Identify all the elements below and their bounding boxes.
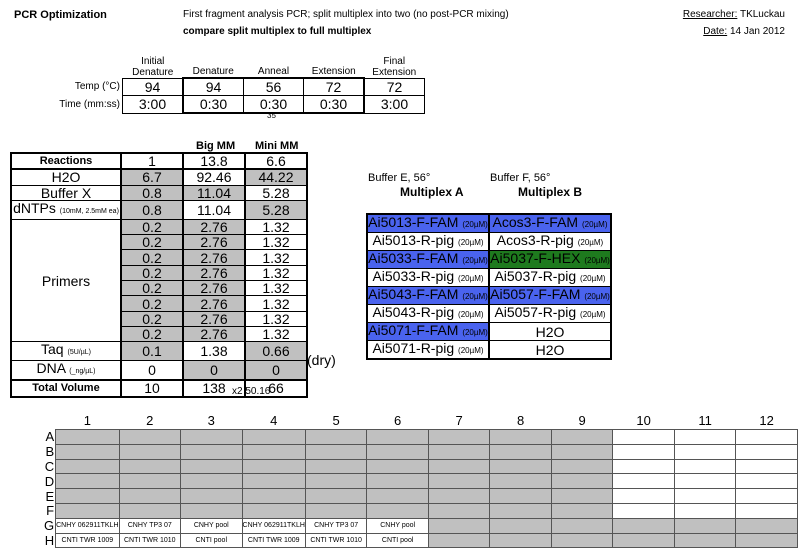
plate-row-label: E [45,488,55,504]
mix-value: 11.04 [183,185,245,200]
mix-row-label [11,153,121,169]
mix-row [11,200,307,219]
date-label: Date: [703,26,728,37]
plate-well[interactable] [119,489,181,504]
plate-well[interactable] [613,533,675,548]
plate-well[interactable] [367,503,429,518]
plate-well[interactable] [305,503,367,518]
plate-well[interactable] [367,444,429,459]
cycling-value: 94 [123,78,184,96]
plate-well[interactable] [736,533,798,548]
sheet-title: PCR Optimization [14,9,107,21]
plate-well[interactable] [551,459,613,474]
plate-row [44,474,797,489]
mix-value: 0 [183,361,245,381]
cycling-header-row [8,51,425,78]
cycling-row-label: Time (mm:ss) [59,98,120,110]
multiplex-row [367,233,611,251]
plate-well[interactable] [242,503,305,518]
plate-well[interactable]: CNTI TWR 1009 [242,533,305,548]
primer-conc: (20µM) [584,292,610,301]
mix-row [11,219,307,234]
step-header: Anneal [257,66,290,77]
plate-well[interactable] [428,503,490,518]
mix-row-label [11,200,121,219]
plate-well[interactable] [56,430,119,445]
plate-well[interactable] [613,489,675,504]
reagent-name: Reactions [39,155,93,168]
mix-value: 0.8 [121,185,183,200]
plate-well[interactable] [119,503,181,518]
plate-well[interactable] [367,489,429,504]
plate-column-label: 3 [207,412,215,428]
mix-value: 1.32 [245,281,307,296]
plate-well[interactable] [736,430,798,445]
plate-well[interactable]: CNHY pool [181,518,243,533]
plate-well[interactable] [181,430,243,445]
plate-well[interactable] [551,474,613,489]
plate-well[interactable]: CNHY 062911TKLH [242,518,305,533]
subtitle: First fragment analysis PCR; split multiplex into two (no post-PCR mixing) [183,9,509,20]
plate-column-label: 1 [83,412,91,428]
plate-column-label: 6 [394,412,402,428]
cycle-count: 35 [267,111,276,120]
cycling-row [8,78,425,96]
plate-well[interactable] [305,459,367,474]
multiplex-row [367,214,611,233]
primer-conc: (20µM) [458,238,484,247]
mix-value: 44.22 [245,169,307,185]
primer-name: Ai5043-R-pig [372,304,455,320]
mix-value: 0.2 [121,235,183,250]
primer-name: Ai5013-R-pig [372,232,455,248]
plate-column-label: 10 [636,412,651,428]
researcher-value: TKLuckau [739,9,785,20]
date-value: 14 Jan 2012 [729,26,785,37]
mix-value: 0.2 [121,326,183,341]
plate-well[interactable] [428,489,490,504]
mix-value: 2.76 [183,265,245,280]
mix-value: 6.7 [121,169,183,185]
primer-conc: (20µM) [458,274,484,283]
plate-well[interactable]: CNHY TP3 07 [305,518,367,533]
plate-well[interactable] [490,474,552,489]
mix-value: 0.2 [121,296,183,311]
plate-column-label: 2 [146,412,154,428]
plate-well[interactable]: CNHY TP3 07 [119,518,181,533]
mix-value: 11.04 [183,200,245,219]
plate-well[interactable] [119,430,181,445]
primer-name: Ai5057-R-pig [494,304,577,320]
plate-well[interactable] [674,474,736,489]
primer-name: Ai5057-F-FAM [490,286,581,302]
mix-value: 2.76 [183,250,245,265]
plate-row-label: A [45,429,55,445]
plate-well[interactable] [367,474,429,489]
plate-well[interactable] [674,444,736,459]
plate-well[interactable] [551,518,613,533]
primer-conc: (20µM) [462,292,488,301]
plate-well[interactable] [181,503,243,518]
mini-mm-header: Mini MM [255,140,299,152]
plate-well[interactable] [736,489,798,504]
plate-well[interactable]: CNTI pool [181,533,243,548]
plate-well[interactable] [56,459,119,474]
primer-cell [489,287,611,305]
primer-cell [367,251,489,269]
blank [8,51,123,78]
multiplex-row [367,305,611,323]
plate-well[interactable] [551,430,613,445]
primer-cell [489,323,611,341]
plate-well[interactable] [736,503,798,518]
cycling-value: 72 [364,78,425,96]
plate-row [44,518,797,533]
mix-row [11,361,307,381]
reagent-name: DNA [36,360,66,377]
primer-cell [367,305,489,323]
plate-column-label: 5 [332,412,340,428]
plate-well[interactable] [613,430,675,445]
reagent-note: (_ng/µL) [69,368,96,376]
plate-well[interactable] [674,533,736,548]
plate-column-label: 9 [578,412,586,428]
multiplex-b-title: Multiplex B [518,185,583,199]
plate-well[interactable] [613,474,675,489]
primer-name: Ai5071-R-pig [372,340,455,356]
plate-row [44,533,797,548]
plate-well[interactable]: CNHY pool [367,518,429,533]
plate-column-label: 4 [270,412,278,428]
step-header: Final Extension [372,55,417,78]
step-header: Denature [192,66,234,77]
mix-value: 2.76 [183,235,245,250]
plate-well[interactable] [736,474,798,489]
mix-value: 2.76 [183,311,245,326]
plate-well[interactable] [613,459,675,474]
plate-well[interactable] [428,444,490,459]
plate-well[interactable] [490,459,552,474]
mix-value: 0.2 [121,250,183,265]
primer-name: Acos3-R-pig [496,232,574,248]
researcher [683,9,785,20]
x2-note: x2 50.16 [232,386,271,397]
primer-name: Ai5013-F-FAM [368,214,459,230]
dry-note: (dry) [307,352,336,368]
mix-value: 6.6 [245,153,307,169]
primer-cell [367,233,489,251]
step-header: Initial Denature [132,55,174,78]
multiplex-table [366,213,612,360]
plate-well[interactable] [490,533,552,548]
primer-name: Ai5037-R-pig [494,268,577,284]
plate-well[interactable] [613,444,675,459]
plate-well[interactable] [242,489,305,504]
plate-well[interactable] [181,459,243,474]
multiplex-b-buffer: Buffer F, 56° [490,172,551,184]
mix-value: 13.8 [183,153,245,169]
plate-well[interactable]: CNTI TWR 1010 [119,533,181,548]
date [703,26,785,37]
multiplex-a-buffer: Buffer E, 56° [368,172,431,184]
plate-row-label: D [44,473,55,489]
primer-name: H2O [535,341,565,358]
plate-well[interactable] [674,430,736,445]
primer-cell [489,341,611,360]
plate-well[interactable] [56,489,119,504]
mix-value: 1.32 [245,250,307,265]
plate-row-label: C [44,458,55,474]
mix-row-label [11,342,121,361]
plate-well[interactable] [242,474,305,489]
cycling-value: 72 [304,78,365,96]
primer-name: Ai5033-R-pig [372,268,455,284]
mix-row-label: Primers [11,219,121,341]
plate-column-label: 11 [698,412,712,428]
cycling-value: 3:00 [364,96,425,114]
primer-conc: (20µM) [577,238,604,247]
mix-row-label [11,361,121,381]
plate-well[interactable] [613,518,675,533]
mix-value: 138 [183,380,245,396]
plate-row [44,489,797,504]
cycling-value: 94 [183,78,244,96]
reagent-name: Buffer X [40,184,92,201]
mix-value: 1.32 [245,219,307,234]
plate-well[interactable] [736,444,798,459]
big-mm-header: Big MM [196,140,236,152]
cycling-row [8,96,425,114]
plate-well[interactable] [242,444,305,459]
plate-well[interactable] [674,489,736,504]
plate-well[interactable] [428,518,490,533]
plate-well[interactable] [490,430,552,445]
plate-well[interactable] [674,518,736,533]
plate-row [44,459,797,474]
mix-value: 92.46 [183,169,245,185]
plate-well[interactable] [119,474,181,489]
mix-row-label [11,185,121,200]
mix-row [11,169,307,185]
reagent-name: Taq [41,341,64,358]
plate-row [44,430,797,445]
mix-value: 1 [121,153,183,169]
primer-conc: (20µM) [462,220,488,229]
cycling-table [8,51,425,114]
multiplex-row [367,341,611,360]
primer-conc: (20µM) [584,256,610,265]
primer-cell [489,251,611,269]
mix-value: 0 [121,361,183,381]
primer-cell [367,341,489,360]
plate-well[interactable] [242,459,305,474]
plate-well[interactable] [119,459,181,474]
plate-well[interactable] [305,489,367,504]
mix-value: 5.28 [245,185,307,200]
plate-well[interactable] [56,444,119,459]
mix-value: 0.8 [121,200,183,219]
multiplex-row [367,323,611,341]
plate-layout [44,411,798,548]
blank [44,411,56,430]
reagent-name: dNTPs [13,199,56,216]
reagent-name: Total Volume [32,382,100,395]
plate-row-label: H [44,532,55,548]
reagent-note: (5U/µL) [67,349,91,357]
primer-name: Acos3-F-FAM [492,214,579,230]
multiplex-row [367,287,611,305]
mix-value: 0.2 [121,265,183,280]
primer-conc: (20µM) [580,310,606,319]
mix-value: 1.38 [183,342,245,361]
plate-well[interactable] [736,459,798,474]
primer-cell [489,233,611,251]
primer-conc: (20µM) [462,328,488,337]
cycling-value: 0:30 [304,96,365,114]
mix-value: 66 [245,380,307,396]
plate-well[interactable] [428,459,490,474]
plate-well[interactable] [56,503,119,518]
subtitle-2: compare split multiplex to full multiplex [183,26,372,37]
plate-well[interactable]: CNTI pool [367,533,429,548]
primer-cell [367,323,489,341]
plate-column-label: 8 [517,412,525,428]
mix-value: 0.1 [121,342,183,361]
primer-name: H2O [535,323,565,340]
mix-value: 2.76 [183,296,245,311]
mix-value: 1.32 [245,326,307,341]
plate-well[interactable] [674,503,736,518]
plate-well[interactable] [305,474,367,489]
cycling-value: 56 [244,78,304,96]
mix-value: 0.2 [121,311,183,326]
plate-well[interactable] [551,533,613,548]
plate-well[interactable] [551,489,613,504]
primer-cell [367,269,489,287]
plate-well[interactable] [736,518,798,533]
primer-cell [367,214,489,233]
plate-well[interactable] [181,474,243,489]
plate-column-headers [44,411,797,430]
plate-well[interactable]: CNTI TWR 1009 [56,533,119,548]
plate-row [44,503,797,518]
plate-well[interactable] [613,503,675,518]
mix-value: 1.32 [245,265,307,280]
plate-well[interactable] [490,489,552,504]
plate-column-label: 12 [759,412,774,428]
master-mix-table [10,152,308,398]
plate-well[interactable] [551,503,613,518]
plate-row-label: G [44,518,55,534]
mix-value: 0.66 [245,342,307,361]
plate-well[interactable] [181,489,243,504]
plate-well[interactable] [367,459,429,474]
primer-conc: (20µM) [458,310,484,319]
primer-conc: (20µM) [580,274,606,283]
primer-conc: (20µM) [581,220,608,229]
plate-well[interactable] [490,503,552,518]
plate-well[interactable] [242,430,305,445]
plate-well[interactable] [428,474,490,489]
cycling-value: 0:30 [244,96,304,114]
plate-well[interactable] [305,444,367,459]
plate-row-label: F [46,503,55,519]
mix-row [11,185,307,200]
mix-value: 1.32 [245,235,307,250]
primer-name: Ai5037-F-HEX [490,250,581,266]
researcher-label: Researcher: [682,9,738,20]
plate-well[interactable] [181,444,243,459]
primer-cell [489,214,611,233]
multiplex-row [367,269,611,287]
primer-conc: (20µM) [458,346,484,355]
cycling-value: 3:00 [123,96,184,114]
mix-row [11,153,307,169]
primer-conc: (20µM) [462,256,488,265]
multiplex-row [367,251,611,269]
mix-value: 2.76 [183,326,245,341]
primer-cell [367,287,489,305]
primer-name: Ai5043-F-FAM [368,286,459,302]
primer-cell [489,305,611,323]
mix-value: 2.76 [183,281,245,296]
multiplex-a-title: Multiplex A [400,185,464,199]
primer-name: Ai5033-F-FAM [368,250,459,266]
mix-value: 0.2 [121,281,183,296]
plate-well[interactable] [305,430,367,445]
reagent-name: H2O [51,169,81,186]
plate-well[interactable] [674,459,736,474]
mix-value: 1.32 [245,296,307,311]
plate-well[interactable]: CNHY 062911TKLH [56,518,119,533]
plate-well[interactable] [428,533,490,548]
plate-well[interactable] [119,444,181,459]
mix-value: 2.76 [183,219,245,234]
plate-well[interactable] [551,444,613,459]
plate-well[interactable] [367,430,429,445]
plate-column-label: 7 [455,412,463,428]
plate-well[interactable] [428,430,490,445]
mix-value: 0.2 [121,219,183,234]
plate-well[interactable] [490,518,552,533]
plate-well[interactable] [490,444,552,459]
mix-row-label [11,380,121,396]
plate-well[interactable] [56,474,119,489]
primer-cell [489,269,611,287]
step-header: Extension [311,66,356,77]
mix-row [11,342,307,361]
mix-value: 0 [245,361,307,381]
mix-value: 5.28 [245,200,307,219]
mix-row-label [11,169,121,185]
primer-name: Ai5071-F-FAM [368,322,459,338]
mix-value: 1.32 [245,311,307,326]
cycling-row-label: Temp (°C) [74,81,120,93]
plate-well[interactable]: CNTI TWR 1010 [305,533,367,548]
mix-value: 10 [121,380,183,396]
cycling-value: 0:30 [183,96,244,114]
reagent-note: (10mM, 2.5mM ea) [59,207,119,215]
plate-row [44,444,797,459]
plate-row-label: B [45,444,55,460]
